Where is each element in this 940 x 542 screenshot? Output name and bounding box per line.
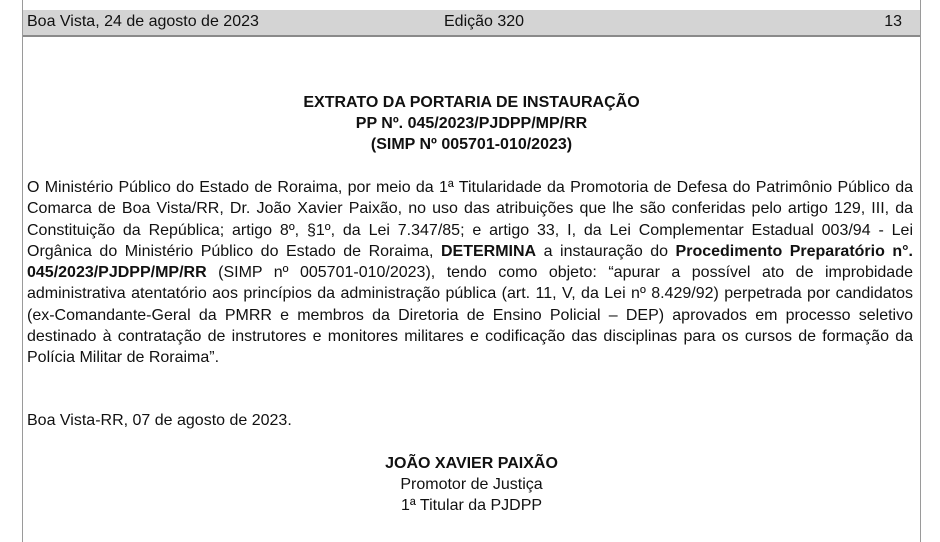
signatory-title: 1ª Titular da PJDPP: [400, 497, 543, 514]
title-line-1: EXTRATO DA PORTARIA DE INSTAURAÇÃO: [303, 94, 640, 111]
determina-keyword: DETERMINA: [441, 242, 537, 260]
closing-place-date: Boa Vista-RR, 07 de agosto de 2023.: [27, 412, 292, 429]
procedimento-reference: Procedimento Preparatório n°. 045/2023/PJDPP/MP/RR: [27, 242, 913, 282]
document-page: [22, 0, 921, 542]
body-text-part-1: O Ministério Público do Estado de Roraima, por meio da 1ª Titularidade da Promotoria de Defesa do Patrimônio Público da Comarca de Boa Vista/RR, Dr. João Xavier Paixão, no uso das atribuições que lhe são conferidas pelo artigo 129, III, da Constituição da República; artigo 8º, §1º, da Lei 7.347/85; e artigo 33, I, da Lei Complementar Estadual 003/94 - Lei Orgânica do Ministério Público do Estado de Roraima,: [27, 179, 913, 260]
body-paragraph: [27, 177, 913, 369]
document-title: [23, 92, 920, 155]
header-page-number: 13: [884, 13, 902, 30]
page-header: [23, 10, 920, 37]
body-text-part-2: a instauração do: [536, 242, 676, 260]
header-edition: Edição 320: [444, 13, 525, 30]
signature-block: [23, 453, 920, 516]
title-line-3: (SIMP Nº 005701-010/2023): [370, 136, 573, 153]
header-place-date: Boa Vista, 24 de agosto de 2023: [27, 13, 259, 30]
body-text-part-3: (SIMP nº 005701-010/2023), tendo como objeto: “apurar a possível ato de improbidade administrativa atentatório aos princípios da administração pública (art. 11, V, da Lei nº 8.429/92) perpetrada por candidatos (ex-Comandante-Geral da PMRR e membros da Diretoria de Ensino Policial – DEP) aprovados em processo seletivo destinado à contratação de instrutores e monitores militares e codificação das disciplinas para os cursos de formação da Polícia Militar de Roraima”.: [27, 264, 913, 367]
signatory-role: Promotor de Justiça: [400, 476, 543, 493]
signatory-name: JOÃO XAVIER PAIXÃO: [385, 455, 558, 472]
title-line-2: PP Nº. 045/2023/PJDPP/MP/RR: [355, 115, 588, 132]
